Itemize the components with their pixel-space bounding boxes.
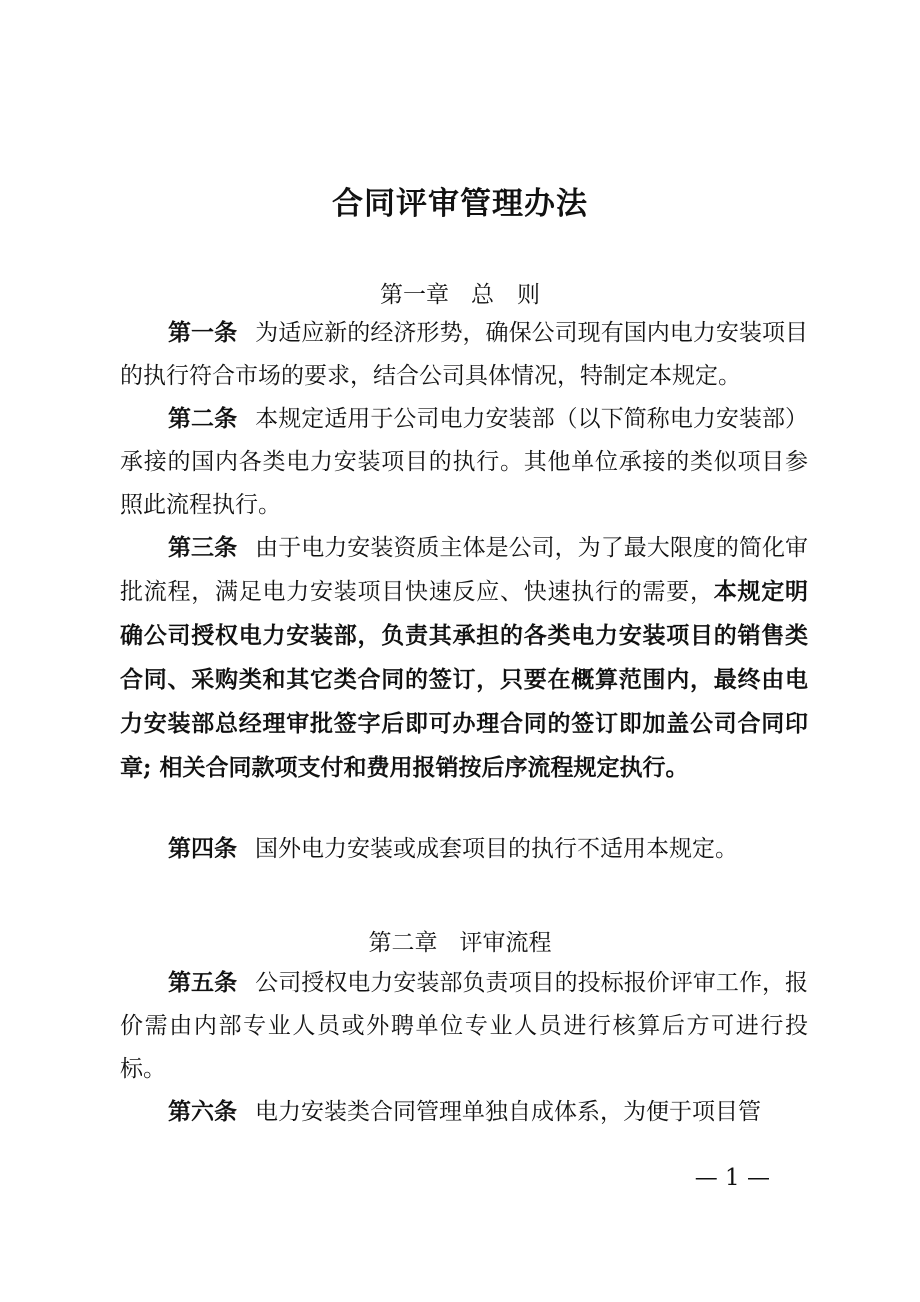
article-number: 第一条 — [168, 319, 238, 346]
article-1 — [120, 311, 808, 398]
article-number: 第四条 — [168, 835, 237, 862]
article-text-emphasis: 本规定明确公司授权电力安装部，负责其承担的各类电力安装项目的销售类合同、采购类和其它类合同的签订，只要在概算范围内，最终由电力安装部总经理审批签字后即可办理合同的签订即加盖公司合同印章; 相关合同款项支付和费用报销按后序流程规定执行。 — [120, 578, 808, 781]
article-number: 第六条 — [168, 1098, 237, 1125]
article-text: 国外电力安装或成套项目的执行不适用本规定。 — [255, 836, 738, 862]
article-number: 第三条 — [168, 534, 238, 561]
chapter-heading — [0, 276, 920, 309]
article-text: 电力安装类合同管理单独自成体系，为便于项目管 — [255, 1099, 761, 1125]
article-text: 公司授权电力安装部负责项目的投标报价评审工作，报价需由内部专业人员或外聘单位专业人员进行核算后方可进行投标。 — [120, 970, 809, 1082]
article-2 — [120, 397, 808, 527]
article-6 — [120, 1090, 808, 1134]
article-5 — [120, 961, 808, 1091]
article-4 — [120, 827, 808, 871]
article-text: 为适应新的经济形势，确保公司现有国内电力安装项目的执行符合市场的要求，结合公司具体情况，特制定本规定。 — [120, 320, 809, 389]
article-number: 第五条 — [168, 969, 238, 996]
chapter-number: 第一章 — [380, 282, 449, 308]
chapter-heading — [0, 924, 920, 957]
chapter-name: 评审流程 — [459, 930, 552, 956]
article-3 — [120, 526, 808, 790]
page-number: — 1 — — [694, 1165, 770, 1191]
article-text: 由于电力安装资质主体是公司，为了最大限度的简化审批流程，满足电力安装项目快速反应、快速执行的需要， — [120, 535, 809, 605]
article-number: 第二条 — [168, 405, 238, 432]
chapter-number: 第二章 — [368, 930, 438, 956]
chapter-name: 总 则 — [471, 282, 540, 308]
document-title: 合同评审管理办法 — [332, 186, 588, 222]
article-text: 本规定适用于公司电力安装部（以下简称电力安装部）承接的国内各类电力安装项目的执行。其他单位承接的类似项目参照此流程执行。 — [120, 406, 809, 518]
